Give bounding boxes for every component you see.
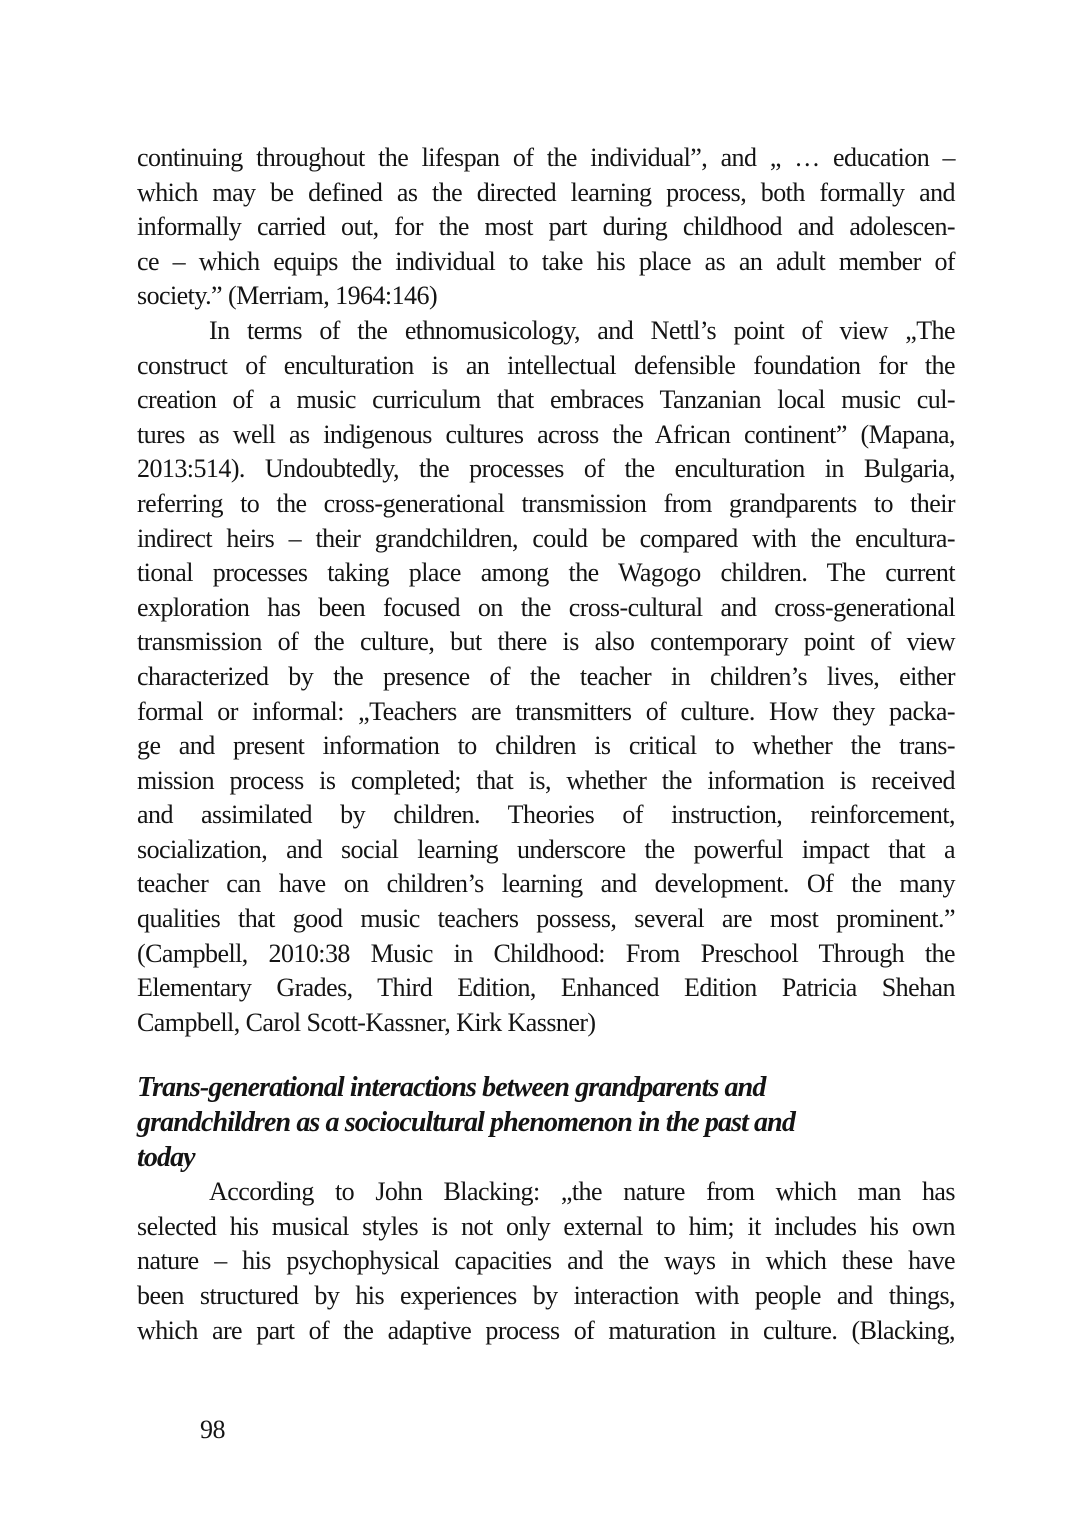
heading-line: grandchildren as a sociocultural phenomenon in the past and	[137, 1107, 795, 1139]
paragraph-nettl-enculturation	[137, 314, 955, 1040]
text-line: informally carried out, for the most part during childhood and adolescen-	[137, 212, 955, 242]
text-line: selected his musical styles is not only external to him; it includes his own	[137, 1211, 955, 1241]
text-line: continuing throughout the lifespan of the individual”, and „ … education –	[137, 143, 955, 172]
text-line: nature – his psychophysical capacities and the ways in which these have	[137, 1246, 955, 1276]
text-line: been structured by his experiences by interaction with people and things,	[137, 1281, 955, 1310]
text-line: characterized by the presence of the teacher in children’s lives, either	[137, 661, 955, 691]
text-line: ge and present information to children is critical to whether the trans-	[137, 731, 955, 761]
text-line: tures as well as indigenous cultures across the African continent” (Mapana,	[137, 419, 955, 449]
page-number: 98	[200, 1415, 225, 1444]
heading-line: today	[137, 1141, 195, 1173]
page-body	[137, 141, 955, 1348]
text-line: indirect heirs – their grandchildren, could be compared with the encultura-	[137, 523, 955, 553]
text-line: construct of enculturation is an intellectual defensible foundation for the	[137, 350, 955, 380]
text-line: teacher can have on children’s learning and development. Of the many	[137, 869, 955, 899]
text-line: which may be defined as the directed learning process, both formally and	[137, 177, 955, 207]
text-line: In terms of the ethnomusicology, and Nettl’s point of view „The	[209, 315, 955, 345]
text-line: socialization, and social learning underscore the powerful impact that a	[137, 834, 955, 864]
text-line: creation of a music curriculum that embraces Tanzanian local music cul-	[137, 385, 955, 415]
text-line: tional processes taking place among the Wagogo children. The current	[137, 558, 955, 588]
text-line: formal or informal: „Teachers are transmitters of culture. How they packa-	[137, 696, 955, 726]
text-line: exploration has been focused on the cross-cultural and cross-generational	[137, 592, 955, 622]
section-heading	[137, 1071, 955, 1175]
text-line: According to John Blacking: „the nature from which man has	[209, 1177, 955, 1207]
text-line: qualities that good music teachers possess, several are most prominent.”	[137, 904, 955, 934]
text-line: mission process is completed; that is, whether the information is received	[137, 765, 955, 795]
text-line: ce – which equips the individual to take his place as an adult member of	[137, 246, 955, 276]
text-line: transmission of the culture, but there is also contemporary point of view	[137, 627, 955, 657]
heading-line: Trans-generational interactions between grandparents and	[137, 1072, 766, 1104]
text-line: and assimilated by children. Theories of instruction, reinforcement,	[137, 800, 955, 830]
text-line: Campbell, Carol Scott-Kassner, Kirk Kassner)	[137, 1007, 596, 1037]
paragraph-merriam-quote	[137, 141, 955, 314]
text-line: (Campbell, 2010:38 Music in Childhood: From Preschool Through the	[137, 938, 955, 968]
text-line: 2013:514). Undoubtedly, the processes of the enculturation in Bulgaria,	[137, 454, 955, 484]
text-line: Elementary Grades, Third Edition, Enhanced Edition Patricia Shehan	[137, 973, 955, 1003]
text-line: referring to the cross-generational transmission from grandparents to their	[137, 488, 955, 518]
paragraph-blacking-quote	[137, 1175, 955, 1348]
text-line: which are part of the adaptive process of maturation in culture. (Blacking,	[137, 1315, 955, 1345]
text-line: society.” (Merriam, 1964:146)	[137, 281, 438, 311]
